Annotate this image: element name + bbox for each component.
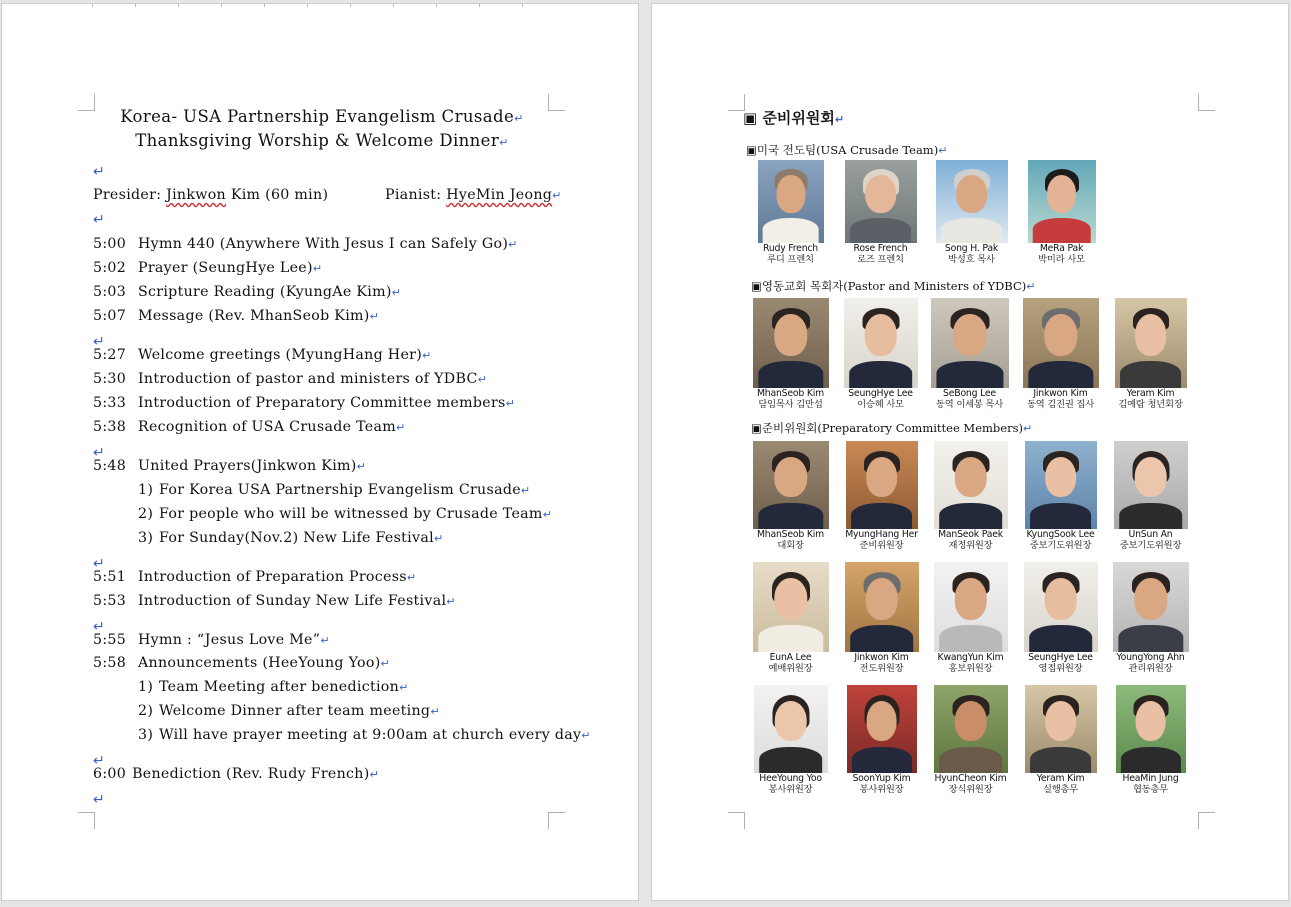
person-name: ManSeok Paek bbox=[938, 529, 1003, 540]
person-name: SeungHye Lee bbox=[848, 388, 913, 399]
person-name: SeungHye Lee bbox=[1028, 652, 1093, 663]
person-card bbox=[1014, 160, 1109, 265]
person-name: Rose French bbox=[853, 243, 908, 254]
person-name: KyungSook Lee bbox=[1026, 529, 1095, 540]
person-name: Yeram Kim bbox=[1126, 388, 1175, 399]
program-subitem: 1) For Korea USA Partnership Evangelism Crusade↵ bbox=[138, 482, 531, 498]
person-name: Song H. Pak bbox=[944, 243, 999, 254]
person-card bbox=[743, 441, 838, 551]
program-item: 5:53 Introduction of Sunday New Life Festival↵ bbox=[93, 593, 456, 609]
paragraph-mark: ↵ bbox=[93, 445, 106, 461]
crop-mark bbox=[1198, 94, 1215, 111]
person-role: 봉사위원장 bbox=[768, 784, 813, 795]
person-photo bbox=[934, 562, 1008, 652]
program-subitem: 1) Team Meeting after benediction↵ bbox=[138, 679, 409, 695]
person-name: EunA Lee bbox=[769, 652, 812, 663]
person-card bbox=[743, 685, 838, 795]
program-subitem: 3) For Sunday(Nov.2) New Life Festival↵ bbox=[138, 530, 444, 546]
person-photo bbox=[1023, 298, 1099, 388]
person-photo bbox=[845, 562, 919, 652]
program-item: 5:51 Introduction of Preparation Process↵ bbox=[93, 569, 417, 585]
person-photo bbox=[846, 441, 918, 529]
pianist-line: Pianist: HyeMin Jeong↵ bbox=[385, 187, 562, 203]
person-photo bbox=[1028, 160, 1096, 243]
person-card bbox=[923, 685, 1018, 795]
program-subitem: 2) For people who will be witnessed by Crusade Team↵ bbox=[138, 506, 553, 522]
committee-heading: ▣ 준비위원회↵ bbox=[743, 109, 845, 127]
person-photo bbox=[934, 441, 1008, 529]
program-item: 5:48 United Prayers(Jinkwon Kim)↵ bbox=[93, 458, 367, 474]
person-card bbox=[1013, 562, 1108, 674]
person-card bbox=[834, 441, 929, 551]
person-role: 루디 프렌치 bbox=[767, 254, 814, 265]
paragraph-mark: ↵ bbox=[93, 334, 106, 350]
person-photo bbox=[934, 685, 1008, 773]
person-name: KwangYun Kim bbox=[937, 652, 1004, 663]
person-photo bbox=[753, 441, 829, 529]
person-role: 예배위원장 bbox=[768, 663, 813, 674]
person-role: 김예람 청년회장 bbox=[1118, 399, 1183, 410]
person-role: 대회장 bbox=[777, 540, 804, 551]
person-photo bbox=[845, 160, 917, 243]
program-title-line1: Korea- USA Partnership Evangelism Crusade↵ bbox=[120, 107, 524, 126]
person-role: 홍보위원장 bbox=[948, 663, 993, 674]
person-name: SoonYup Kim bbox=[852, 773, 911, 784]
person-name: YoungYong Ahn bbox=[1116, 652, 1185, 663]
person-photo bbox=[1115, 298, 1187, 388]
person-photo bbox=[936, 160, 1008, 243]
paragraph-mark: ↵ bbox=[93, 164, 106, 180]
person-role: 봉사위원장 bbox=[859, 784, 904, 795]
crop-mark bbox=[728, 812, 745, 829]
program-item: 5:38 Recognition of USA Crusade Team↵ bbox=[93, 419, 406, 435]
person-photo bbox=[931, 298, 1009, 388]
person-photo bbox=[847, 685, 917, 773]
ruler bbox=[2, 4, 638, 8]
paragraph-mark: ↵ bbox=[93, 753, 106, 769]
person-photo bbox=[1113, 562, 1189, 652]
person-card bbox=[833, 298, 928, 410]
person-role: 중보기도위원장 bbox=[1119, 540, 1182, 551]
person-name: SeBong Lee bbox=[943, 388, 996, 399]
person-name: UnSun An bbox=[1128, 529, 1173, 540]
program-item: 5:30 Introduction of pastor and ministers of YDBC↵ bbox=[93, 371, 488, 387]
person-role: 협동총무 bbox=[1132, 784, 1169, 795]
person-card bbox=[1103, 298, 1198, 410]
person-card bbox=[833, 160, 928, 265]
person-photo bbox=[1025, 685, 1097, 773]
person-card bbox=[743, 298, 838, 410]
person-photo bbox=[1024, 562, 1098, 652]
person-role: 재정위원장 bbox=[948, 540, 993, 551]
person-role: 전도위원장 bbox=[859, 663, 904, 674]
person-photo bbox=[844, 298, 918, 388]
person-role: 담임목사 김만섭 bbox=[758, 399, 823, 410]
program-item: 5:00 Hymn 440 (Anywhere With Jesus I can Safely Go)↵ bbox=[93, 236, 518, 252]
person-photo bbox=[1114, 441, 1188, 529]
person-name: MyungHang Her bbox=[845, 529, 918, 540]
program-item: 5:07 Message (Rev. MhanSeob Kim)↵ bbox=[93, 308, 380, 324]
paragraph-mark: ↵ bbox=[93, 556, 106, 572]
person-card bbox=[1103, 441, 1198, 551]
presider-line: Presider: Jinkwon Kim (60 min) bbox=[93, 187, 329, 203]
person-card bbox=[743, 562, 838, 674]
program-item: 5:27 Welcome greetings (MyungHang Her)↵ bbox=[93, 347, 432, 363]
person-name: HeeYoung Yoo bbox=[759, 773, 822, 784]
person-card bbox=[1013, 441, 1108, 551]
person-role: 중보기도위원장 bbox=[1029, 540, 1092, 551]
person-card bbox=[1103, 685, 1198, 795]
person-name: Jinkwon Kim bbox=[854, 652, 909, 663]
person-role: 박미라 사모 bbox=[1038, 254, 1085, 265]
person-card bbox=[923, 441, 1018, 551]
program-item: 5:02 Prayer (SeungHye Lee)↵ bbox=[93, 260, 323, 276]
person-name: MhanSeob Kim bbox=[756, 388, 824, 399]
program-item: 5:03 Scripture Reading (KyungAe Kim)↵ bbox=[93, 284, 402, 300]
person-name: Rudy French bbox=[763, 243, 818, 254]
person-name: HeaMin Jung bbox=[1122, 773, 1179, 784]
person-photo bbox=[753, 562, 829, 652]
person-photo bbox=[1116, 685, 1186, 773]
program-page bbox=[1, 3, 639, 901]
person-card bbox=[1103, 562, 1198, 674]
person-photo bbox=[753, 298, 829, 388]
program-subitem: 2) Welcome Dinner after team meeting↵ bbox=[138, 703, 440, 719]
program-item: 6:00 Benediction (Rev. Rudy French)↵ bbox=[93, 766, 380, 782]
person-card bbox=[834, 685, 929, 795]
person-role: 준비위원장 bbox=[859, 540, 904, 551]
person-role: 로즈 프렌치 bbox=[857, 254, 904, 265]
person-role: 박성호 목사 bbox=[948, 254, 995, 265]
committee-page bbox=[651, 3, 1289, 901]
person-photo bbox=[758, 160, 824, 243]
person-role: 장식위원장 bbox=[948, 784, 993, 795]
person-card bbox=[922, 298, 1017, 410]
person-name: MeRa Pak bbox=[1039, 243, 1084, 254]
section-ydbc: ▣영동교회 목회자(Pastor and Ministers of YDBC)↵ bbox=[751, 279, 1036, 293]
person-card bbox=[1013, 685, 1108, 795]
person-card bbox=[1013, 298, 1108, 410]
paragraph-mark: ↵ bbox=[93, 212, 106, 228]
program-subitem: 3) Will have prayer meeting at 9:00am at church every day↵ bbox=[138, 727, 591, 743]
person-card bbox=[743, 160, 838, 265]
program-item: 5:58 Announcements (HeeYoung Yoo)↵ bbox=[93, 655, 391, 671]
person-name: HyunCheon Kim bbox=[934, 773, 1007, 784]
program-title-line2: Thanksgiving Worship & Welcome Dinner↵ bbox=[135, 131, 509, 150]
person-photo bbox=[1025, 441, 1097, 529]
person-card bbox=[923, 562, 1018, 674]
person-name: Jinkwon Kim bbox=[1033, 388, 1088, 399]
crop-mark bbox=[548, 812, 565, 829]
person-role: 실행총무 bbox=[1042, 784, 1079, 795]
person-role: 영접위원장 bbox=[1038, 663, 1083, 674]
crop-mark bbox=[1198, 812, 1215, 829]
person-role: 동역 이세봉 목사 bbox=[936, 399, 1003, 410]
person-name: MhanSeob Kim bbox=[756, 529, 824, 540]
person-name: Yeram Kim bbox=[1036, 773, 1085, 784]
crop-mark bbox=[78, 812, 95, 829]
program-item: 5:33 Introduction of Preparatory Committee members↵ bbox=[93, 395, 516, 411]
person-role: 관리위원장 bbox=[1128, 663, 1173, 674]
section-preparatory: ▣준비위원회(Preparatory Committee Members)↵ bbox=[751, 421, 1033, 435]
person-role: 동역 김진권 집사 bbox=[1027, 399, 1094, 410]
person-card bbox=[834, 562, 929, 674]
paragraph-mark: ↵ bbox=[93, 619, 106, 635]
paragraph-mark: ↵ bbox=[93, 792, 106, 808]
person-photo bbox=[754, 685, 828, 773]
person-role: 이승혜 사모 bbox=[857, 399, 904, 410]
program-item: 5:55 Hymn : “Jesus Love Me”↵ bbox=[93, 632, 330, 648]
section-usa-team: ▣미국 전도팀(USA Crusade Team)↵ bbox=[746, 143, 948, 157]
person-card bbox=[924, 160, 1019, 265]
